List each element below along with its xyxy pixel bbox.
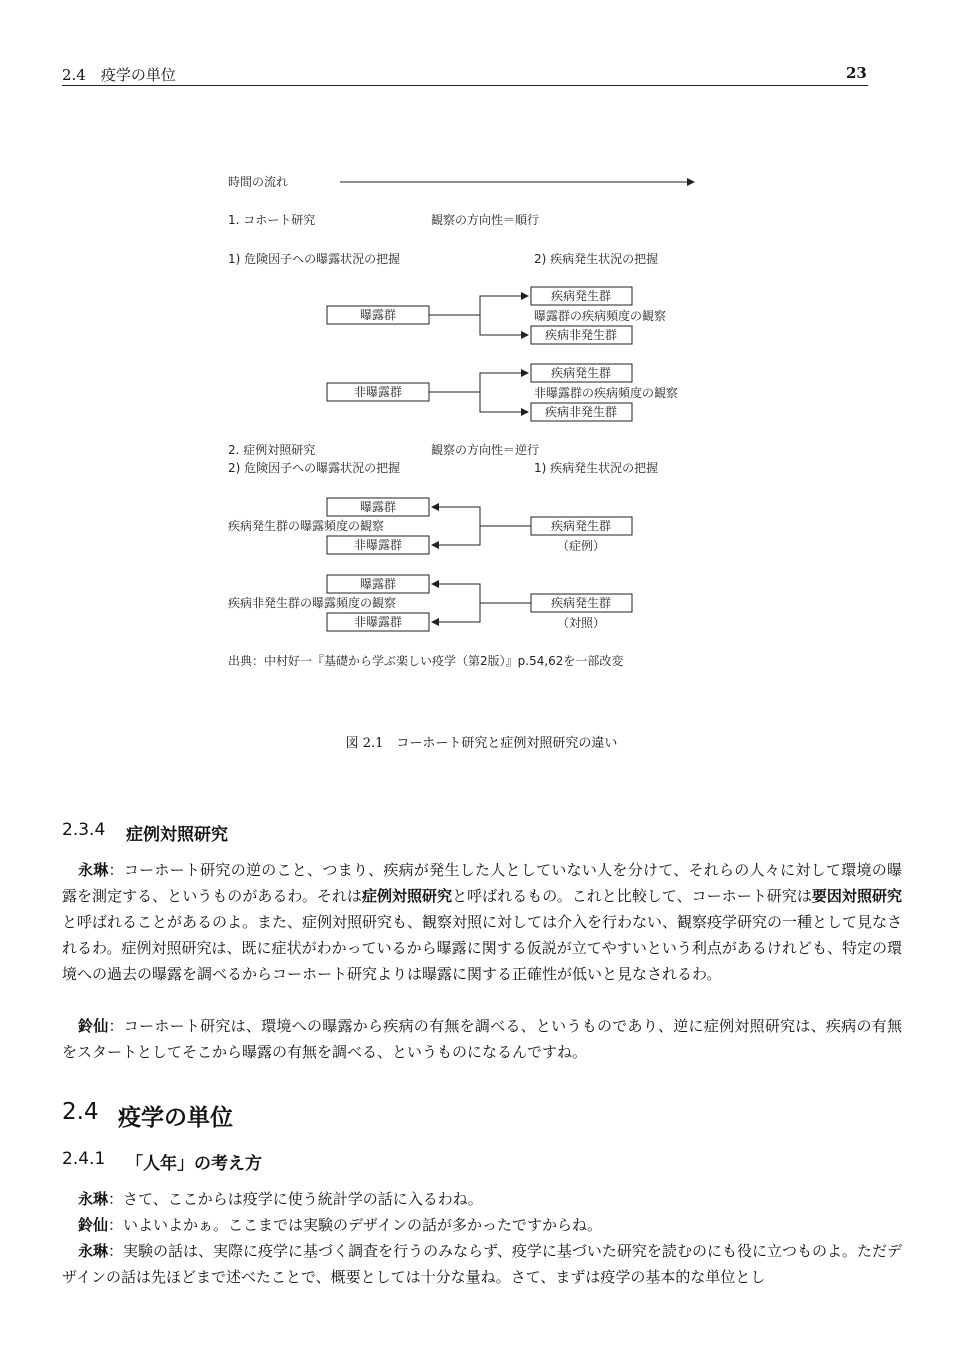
page-number: 23 (846, 64, 867, 82)
cohort-title: 1. コホート研究 (228, 213, 316, 227)
obs-exposed: 曝露群の疾病頻度の観察 (534, 309, 667, 323)
cohort-diseased-label-1: 疾病発生群 (550, 289, 612, 303)
paragraph-eirin-1: 永琳：コーホート研究の逆のこと、つまり、疾病が発生した人としていない人を分けて、それらの人々に対して環境の曝露を測定する、というものがあるわ。それは症例対照研究と呼ばれるもの。これと比較して、コーホート研究は要因対照研究と呼ばれることがあるのよ。また、症例対照研究も、観察対照に対しては介入を行わない、観察疫学研究の一種として見なされるわ。症例対照研究は、既に症状がわかっているから曝露に関する仮説が立てやすいという利点があるけれども、特定の環境への過去の曝露を調べるからコーホート研究よりは曝露に関する正確性が低いと見なされるわ。 (62, 861, 903, 983)
cc-obs-case: 疾病発生群の曝露頻度の観察 (228, 519, 385, 533)
cc-unexposed-label-1: 非曝露群 (353, 538, 403, 552)
cohort-step1: 1) 危険因子への曝露状況の把握 (228, 252, 401, 266)
cohort-nondiseased-label-1: 疾病非発生群 (544, 328, 618, 342)
arrow-unexposed-to-diseased (429, 373, 528, 392)
section-2-4-1-title: 「人年」の考え方 (126, 1154, 262, 1174)
section-2-3-4-number: 2.3.4 (62, 820, 106, 840)
section-2-3-4-title: 症例対照研究 (126, 825, 228, 845)
time-flow-label: 時間の流れ (228, 175, 289, 189)
cohort-step2: 2) 疾病発生状況の把握 (534, 252, 659, 266)
section-2-4-title: 疫学の単位 (118, 1105, 233, 1131)
paragraph-reisen-1: 鈴仙：コーホート研究は、環境への曝露から疾病の有無を調べる、というものであり、逆に症例対照研究は、疾病の有無をスタートとしてそこから曝露の有無を調べる、というものになるんですね。 (62, 1017, 902, 1061)
cc-case-label: （症例） (556, 539, 606, 553)
paragraph-eirin-2: 永琳：さて、ここからは疫学に使う統計学の話に入るわね。 (78, 1190, 483, 1208)
figure-source: 出典：中村好一『基礎から学ぶ楽しい疫学（第2版）』p.54,62を一部改変 (228, 654, 624, 668)
speaker-name: 永琳 (78, 1242, 109, 1260)
cohort-diseased-label-2: 疾病発生群 (550, 366, 612, 380)
arrow-exposed-to-nondiseased (480, 315, 528, 335)
paragraph-eirin-3: 永琳：実験の話は、実際に疫学に基づく調査を行うのみならず、疫学に基づいた研究を読むのにも役に立つものよ。ただデザインの話は先ほどまで述べたことで、概要としては十分な量ね。さて、まずは疫学の基本的な単位とし (62, 1242, 902, 1286)
cc-unexposed-label-2: 非曝露群 (353, 615, 403, 629)
figure-caption: 図 2.1 コーホート研究と症例対照研究の違い (345, 736, 618, 751)
speaker-name: 永琳 (78, 861, 109, 879)
cc-title: 2. 症例対照研究 (228, 443, 316, 457)
cc-step2: 2) 危険因子への曝露状況の把握 (228, 461, 401, 475)
arrow-case-to-unexposed (432, 526, 480, 545)
running-header-section: 2.4 疫学の単位 (62, 66, 176, 84)
cohort-exposed-label: 曝露群 (359, 308, 397, 322)
arrow-unexposed-to-nondiseased (480, 392, 528, 412)
term-case-control: 症例対照研究 (361, 887, 453, 905)
cohort-nondiseased-label-2: 疾病非発生群 (544, 405, 618, 419)
section-2-4-1-number: 2.4.1 (62, 1149, 106, 1169)
arrow-control-to-exposed (432, 584, 531, 603)
cc-direction: 観察の方向性＝逆行 (431, 443, 540, 457)
cc-step1: 1) 疾病発生状況の把握 (534, 461, 659, 475)
speaker-name: 鈴仙 (78, 1017, 109, 1035)
cohort-direction: 観察の方向性＝順行 (431, 213, 540, 227)
speaker-name: 鈴仙 (78, 1216, 109, 1234)
obs-unexposed: 非曝露群の疾病頻度の観察 (534, 386, 679, 400)
speaker-name: 永琳 (78, 1190, 109, 1208)
paragraph-reisen-2: 鈴仙：いよいよかぁ。ここまでは実験のデザインの話が多かったですからね。 (78, 1216, 602, 1234)
section-2-4-number: 2.4 (62, 1099, 99, 1125)
cohort-unexposed-label: 非曝露群 (353, 385, 403, 399)
arrow-control-to-unexposed (432, 603, 480, 622)
cc-obs-control: 疾病非発生群の曝露頻度の観察 (228, 596, 397, 610)
cc-exposed-label-1: 曝露群 (359, 500, 397, 514)
cc-control-label: （対照） (556, 616, 606, 630)
cc-exposed-label-2: 曝露群 (359, 577, 397, 591)
term-factor-control: 要因対照研究 (811, 887, 902, 905)
cc-case-box-label: 疾病発生群 (550, 519, 612, 533)
arrow-exposed-to-diseased (429, 296, 528, 315)
arrow-case-to-exposed (432, 507, 531, 526)
cc-control-box-label: 疾病発生群 (550, 596, 612, 610)
